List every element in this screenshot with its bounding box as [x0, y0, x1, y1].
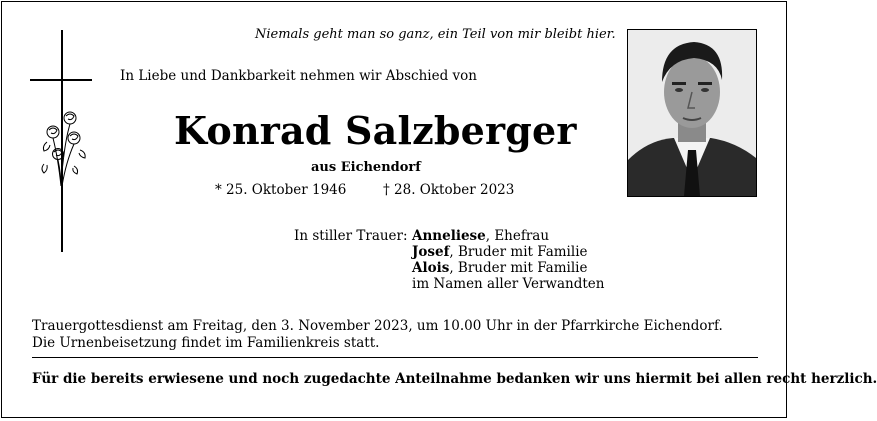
- mourner-relation: im Namen aller Verwandten: [412, 276, 605, 292]
- cross-with-roses-icon: [30, 30, 100, 255]
- mourner-item: [412, 260, 604, 276]
- mourner-name: Alois: [412, 260, 450, 276]
- service-info: [32, 318, 723, 352]
- mourner-name: Josef: [412, 244, 450, 260]
- mourner-relation: , Bruder mit Familie: [449, 244, 588, 260]
- service-line: Trauergottesdienst am Freitag, den 3. November 2023, um 10.00 Uhr in der Pfarrkirche Eichendorf.: [32, 318, 723, 334]
- burial-line: Die Urnenbeisetzung findet im Familienkreis statt.: [32, 335, 380, 351]
- intro-text: In Liebe und Dankbarkeit nehmen wir Abschied von: [120, 68, 477, 84]
- mourner-item: [412, 228, 604, 244]
- portrait-photo: [627, 29, 757, 197]
- deceased-name: Konrad Salzberger: [174, 108, 577, 153]
- death-date: † 28. Oktober 2023: [383, 182, 515, 198]
- mourner-item: [412, 276, 604, 292]
- mourner-item: [412, 244, 604, 260]
- mourner-relation: , Bruder mit Familie: [449, 260, 588, 276]
- birth-date: * 25. Oktober 1946: [215, 182, 347, 198]
- mourner-relation: , Ehefrau: [485, 228, 550, 244]
- thanks-text: Für die bereits erwiesene und noch zugedachte Anteilnahme bedanken wir uns hiermit bei allen recht herzlich.: [32, 371, 877, 387]
- divider: [32, 357, 758, 358]
- mourning-label: In stiller Trauer:: [294, 228, 408, 244]
- motto: Niemals geht man so ganz, ein Teil von mir bleibt hier.: [255, 27, 616, 42]
- mourners-list: [412, 228, 604, 292]
- mourner-name: Anneliese: [412, 228, 486, 244]
- deceased-origin: aus Eichendorf: [311, 160, 421, 175]
